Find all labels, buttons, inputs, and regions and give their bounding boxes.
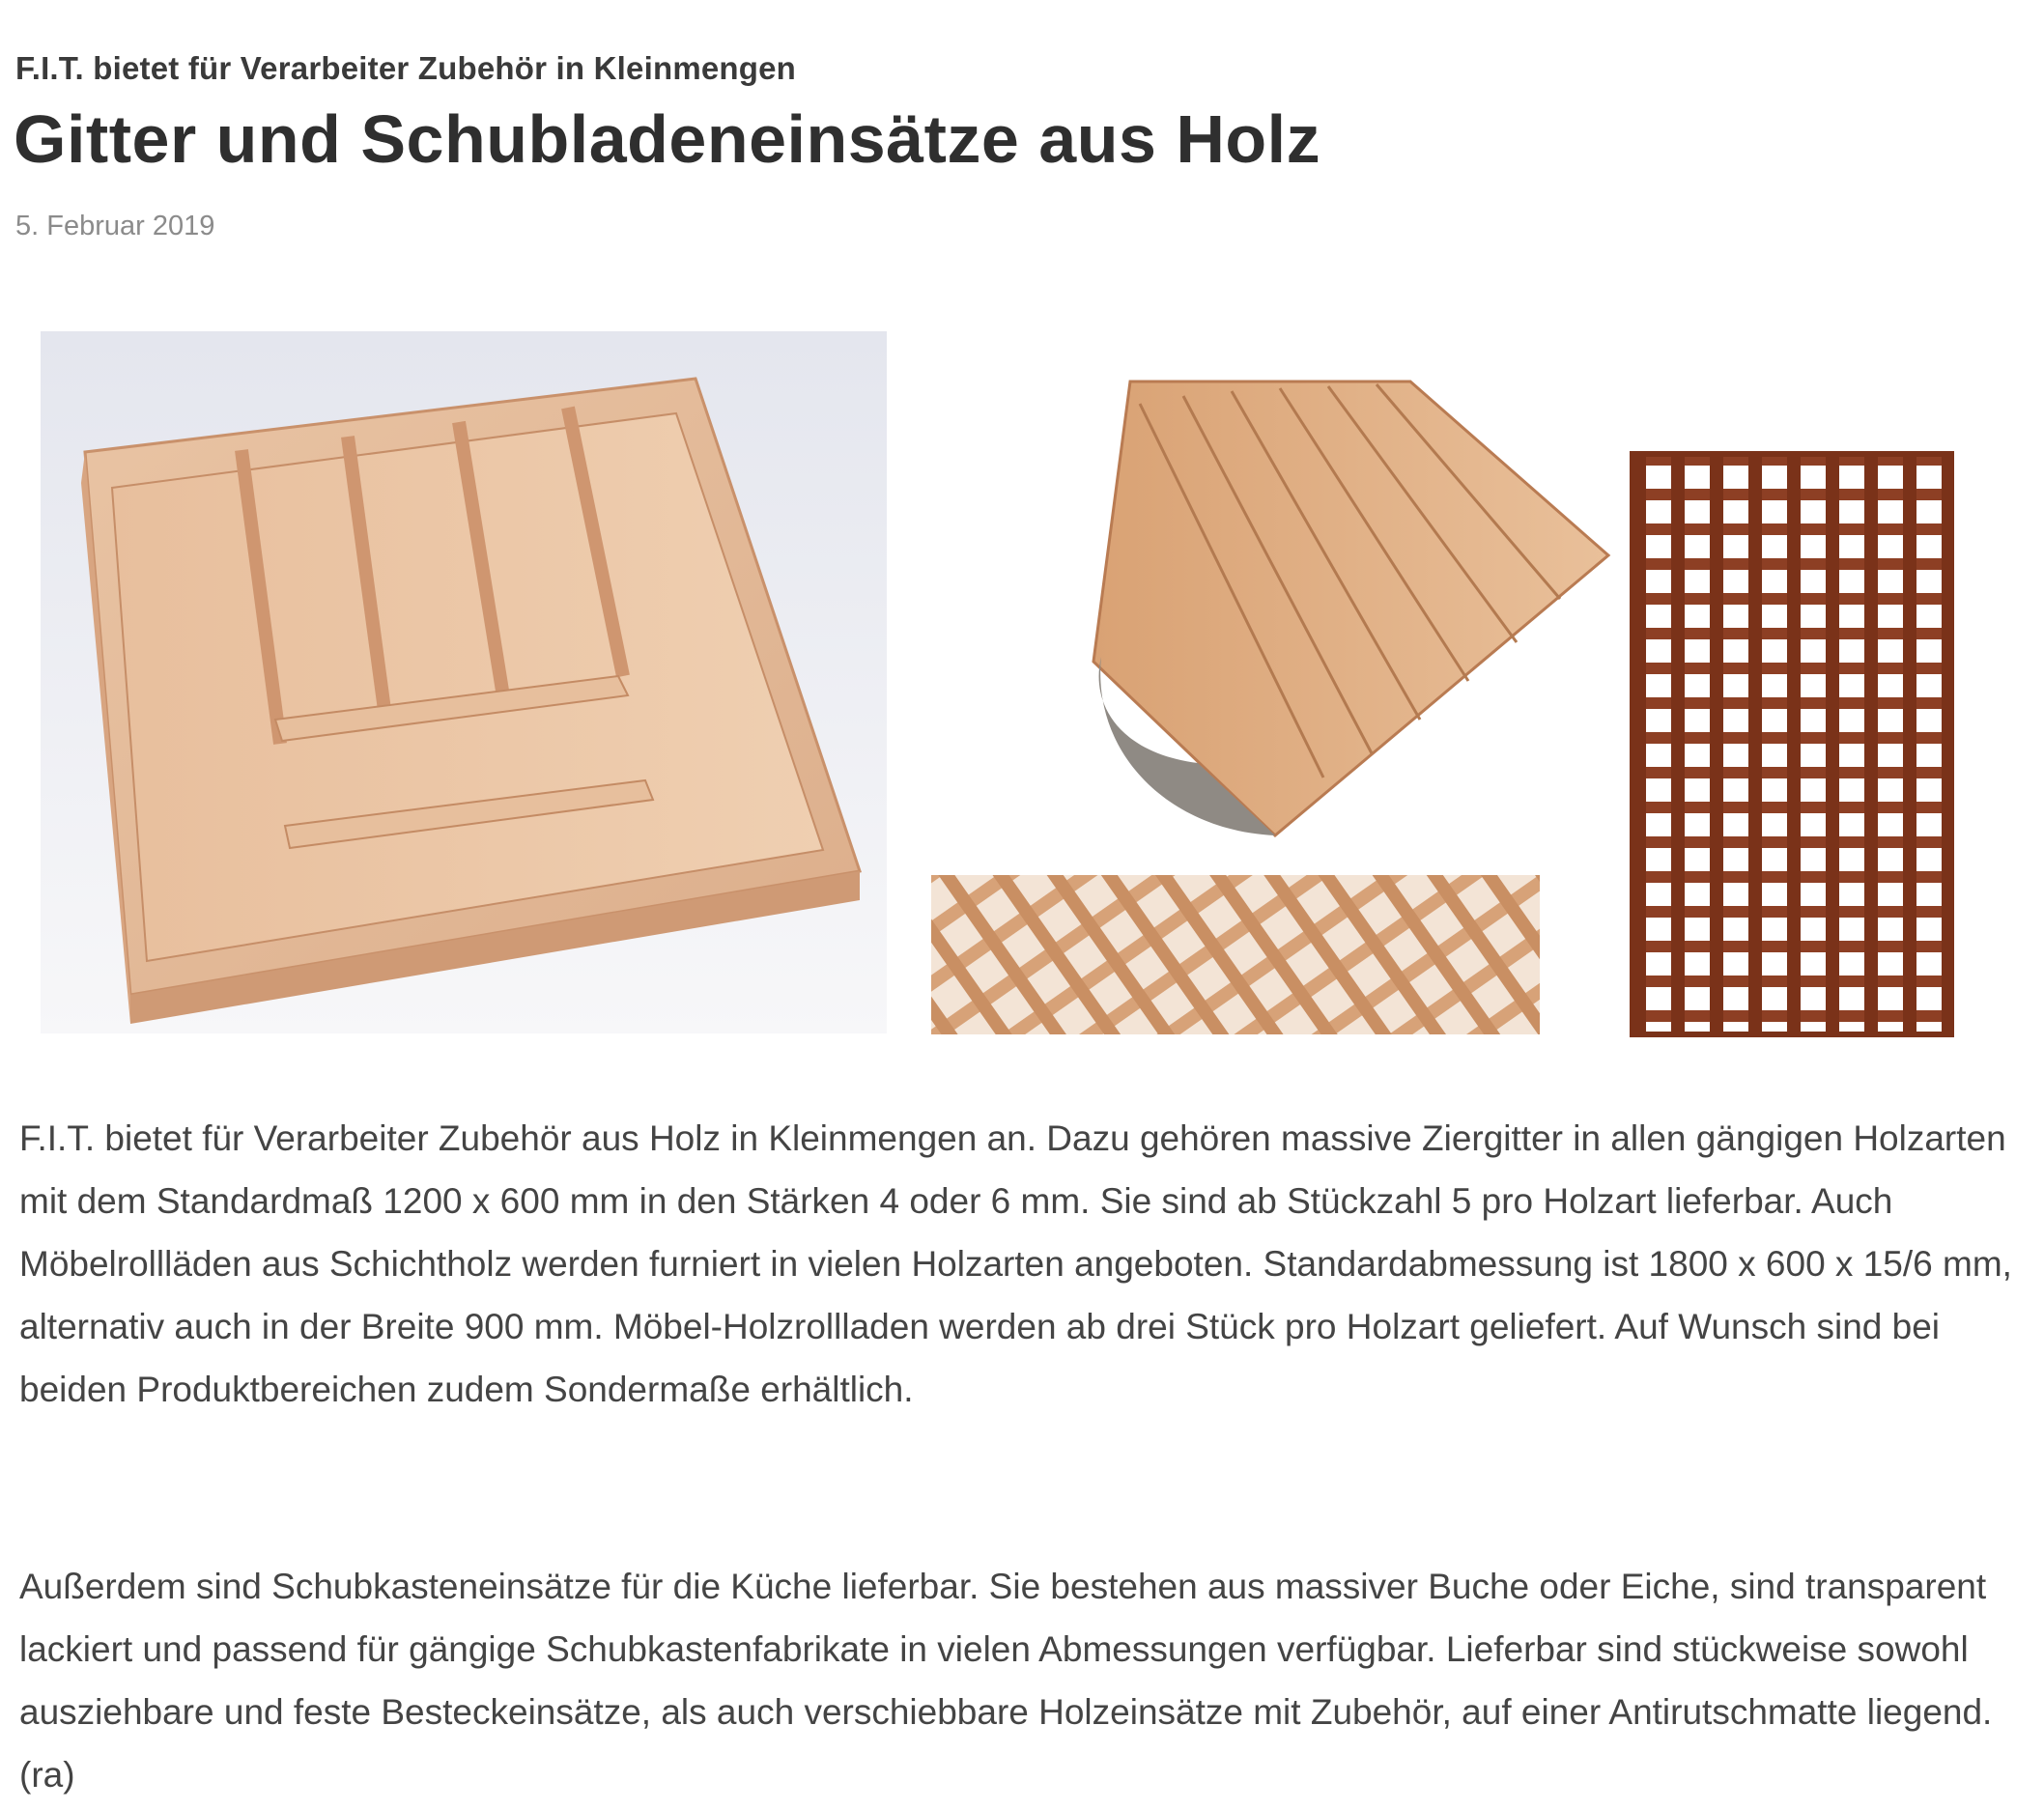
roller-shutter-image xyxy=(1093,382,1608,835)
kicker: F.I.T. bietet für Verarbeiter Zubehör in Kleinmengen xyxy=(15,50,797,86)
dark-lattice-image xyxy=(1632,454,1951,1034)
light-lattice-image xyxy=(931,875,1540,1034)
page-title: Gitter und Schubladeneinsätze aus Holz xyxy=(14,101,1321,177)
article-paragraph-1 xyxy=(19,1107,2029,1421)
paragraph-text: F.I.T. bietet für Verarbeiter Zubehör aus Holz in Kleinmengen an. Dazu gehören massive Ziergitter in allen gängigen Holzarten mit dem Standardmaß 1200 x 600 mm in den Stärken 4 oder 6 mm. Sie sind ab Stückzahl 5 pro Holzart lieferbar. Auch Möbelrollläden aus Schichtholz werden furniert in vielen Holzarten angeboten. Standardabmessung ist 1800 x 600 x 15/6 mm, alternativ auch in der Breite 900 mm. Möbel-Holzrollladen werden ab drei Stück pro Holzart geliefert. Auf Wunsch sind bei beiden Produktbereichen zudem Sondermaße erhältlich. xyxy=(19,1118,2012,1409)
publish-date: 5. Februar 2019 xyxy=(15,211,215,241)
cutlery-tray-image xyxy=(41,331,887,1033)
paragraph-text: Außerdem sind Schubkasteneinsätze für die Küche lieferbar. Sie bestehen aus massiver Buche oder Eiche, sind transparent lackiert und passend für gängige Schubkastenfabrikate in vielen Abmessungen verfügbar. Lieferbar sind stückweise sowohl ausziehbare und feste Besteckeinsätze, als auch verschiebbare Holzeinsätze mit Zubehör, auf einer Antirutschmatte liegend. (ra) xyxy=(19,1567,1993,1795)
article-paragraph-2 xyxy=(19,1555,2029,1806)
